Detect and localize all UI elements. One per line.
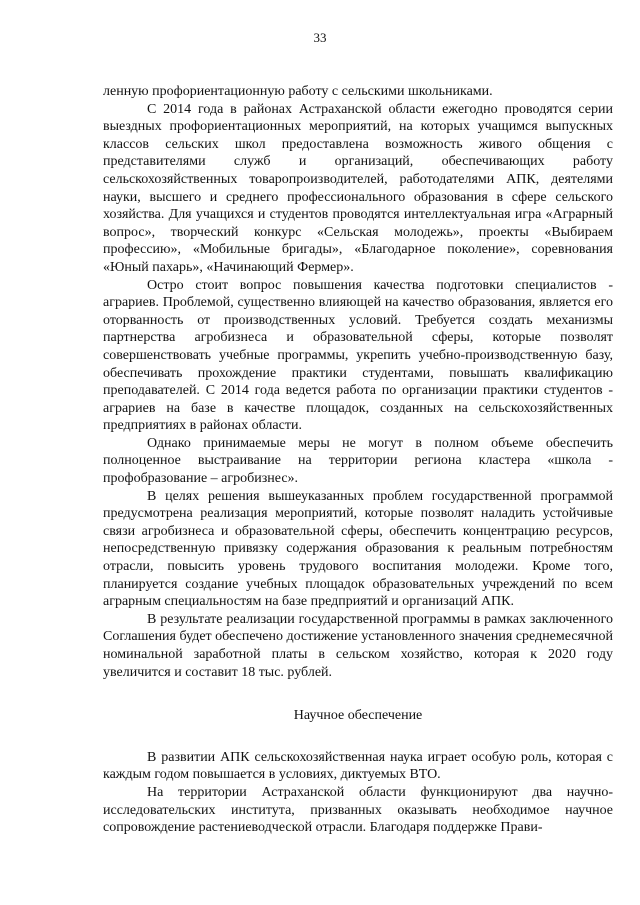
paragraph: На территории Астраханской области функционируют два научно-исследовательских института, призванных оказывать необходимое научное сопровождение растениеводческой отрасли. Благодаря поддержке Прави- [103, 784, 613, 836]
paragraph: В целях решения вышеуказанных проблем государственной программой предусмотрена реализация мероприятий, которые позволят наладить устойчивые связи агробизнеса и образовательной сферы, обеспечить концентрацию ресурсов, непосредственную привязку содержания образования к реальным потребностям отрасли, повысить уровень трудового воспитания молодежи. Кроме того, планируется создание учебных площадок образовательных учреждений по всем аграрным специальностям на базе предприятий и организаций АПК. [103, 488, 613, 610]
body-text [103, 83, 613, 837]
paragraph: В результате реализации государственной программы в рамках заключенного Соглашения будет обеспечено достижение установленного значения среднемесячной номинальной заработной платы в сельском хозяйство, которая к 2020 году увеличится и составит 18 тыс. рублей. [103, 611, 613, 680]
paragraph: В развитии АПК сельскохозяйственная наука играет особую роль, которая с каждым годом повышается в условиях, диктуемых ВТО. [103, 749, 613, 783]
page-number: 33 [313, 30, 327, 45]
paragraph: ленную профориентационную работу с сельскими школьниками. [103, 84, 493, 99]
paragraph: С 2014 года в районах Астраханской области ежегодно проводятся серии выездных профориентационных мероприятий, на которых учащимся выпускных классов сельских школ предоставлена возможность живого общения с представителями служб и организаций, обеспечивающих работу сельскохозяйственных товаропроизводителей, работодателями АПК, деятелями науки, высшего и среднего профессионального образования в сфере сельского хозяйства. Для учащихся и студентов проводятся интеллектуальная игра «Аграрный вопрос», творческий конкурс «Сельская молодежь», проекты «Выбираем профессию», «Мобильные бригады», «Благодарное поколение», соревнования «Юный пахарь», «Начинающий Фермер». [103, 101, 613, 275]
section-heading: Научное обеспечение [293, 708, 423, 724]
paragraph: Остро стоит вопрос повышения качества подготовки специалистов - аграриев. Проблемой, существенно влияющей на качество образования, является его оторванность от производственных условий. Требуется создать механизмы партнерства агробизнеса и образовательной сферы, которые позволят совершенствовать учебные программы, укрепить учебно-производственную базу, обеспечивать прохождение практики студентами, повышать квалификацию преподавателей. С 2014 года ведется работа по организации практики студентов - аграриев на базе в качестве площадок, созданных на сельскохозяйственных предприятиях в районах области. [103, 277, 613, 434]
paragraph: Однако принимаемые меры не могут в полном объеме обеспечить полноценное выстраивание на территории региона кластера «школа - профобразование – агробизнес». [103, 435, 613, 487]
